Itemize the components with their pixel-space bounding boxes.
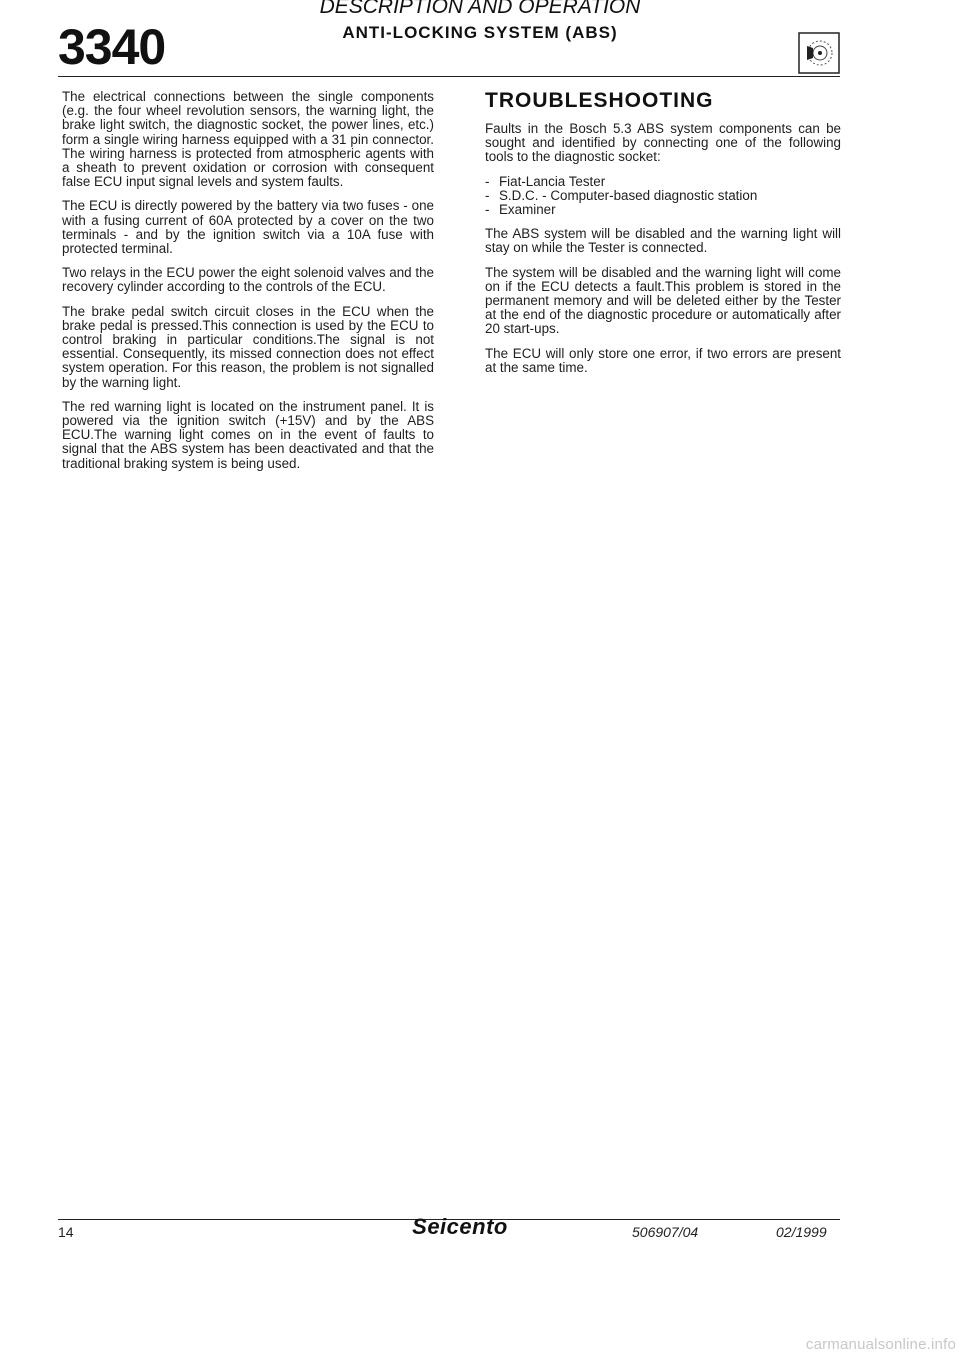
list-item: - Examiner — [485, 202, 556, 218]
list-item: - Fiat-Lancia Tester — [485, 173, 606, 189]
paragraph-tester-connected: The ABS system will be disabled and the warning light will stay on while the Tester is connected. — [485, 226, 841, 256]
paragraph-wiring-harness: The electrical connections between the single components (e.g. the four wheel revolution sensors, the warning light, the brake light switch, the diagnostic socket, the power lines, etc.) form a single wiring harness equipped with a 31 pin connector. The wiring harness is protected from atmospheric agents with a sheath to prevent oxidation or corrosion with consequent false ECU input signal levels and system faults. — [62, 89, 434, 190]
list-item: - S.D.C. - Computer-based diagnostic station — [485, 187, 758, 203]
page-subtitle: ANTI-LOCKING SYSTEM (ABS) — [342, 23, 618, 42]
paragraph-brake-pedal-switch: The brake pedal switch circuit closes in the ECU when the brake pedal is pressed.This connection is used by the ECU to control braking in particular conditions.The signal is not essential. Consequently, its missed connection does not effect system operation. For this reason, the problem is not signalled by the warning light. — [62, 303, 434, 390]
troubleshooting-intro: Faults in the Bosch 5.3 ABS system components can be sought and identified by connecting one of the following tools to the diagnostic socket: — [485, 121, 841, 165]
diagnostic-tools-list — [485, 175, 841, 218]
paragraph-ecu-power: The ECU is directly powered by the battery via two fuses - one with a fusing current of 60A protected by a cover on the two terminals - and by the ignition switch via a 10A fuse with protected terminal. — [62, 198, 434, 257]
paragraph-fault-memory: The system will be disabled and the warning light will come on if the ECU detects a fault.This problem is stored in the permanent memory and will be deleted either by the Tester at the end of the diagnostic procedure or automatically after 20 start-ups. — [485, 264, 841, 337]
document-date: 02/1999 — [776, 1224, 827, 1240]
brand-logo: Seicento — [412, 1214, 508, 1239]
header-divider — [58, 76, 840, 77]
paragraph-relays: Two relays in the ECU power the eight solenoid valves and the recovery cylinder according to the controls of the ECU. — [62, 265, 434, 295]
right-column — [485, 90, 841, 385]
troubleshooting-heading: TROUBLESHOOTING — [485, 89, 714, 112]
page-number: 14 — [58, 1224, 74, 1240]
paragraph-warning-light: The red warning light is located on the instrument panel. It is powered via the ignition switch (+15V) and by the ABS ECU.The warning light comes on in the event of faults to signal that the ABS system has been deactivated and that the traditional braking system is being used. — [62, 398, 434, 471]
document-code: 506907/04 — [632, 1224, 699, 1240]
abs-wheel-icon — [798, 32, 840, 74]
paragraph-error-storage: The ECU will only store one error, if two errors are present at the same time. — [485, 345, 841, 375]
watermark: carmanualsonline.info — [805, 1336, 956, 1353]
left-column — [62, 90, 434, 481]
page-title: DESCRIPTION AND OPERATION — [319, 0, 641, 18]
section-number: 3340 — [58, 19, 166, 75]
